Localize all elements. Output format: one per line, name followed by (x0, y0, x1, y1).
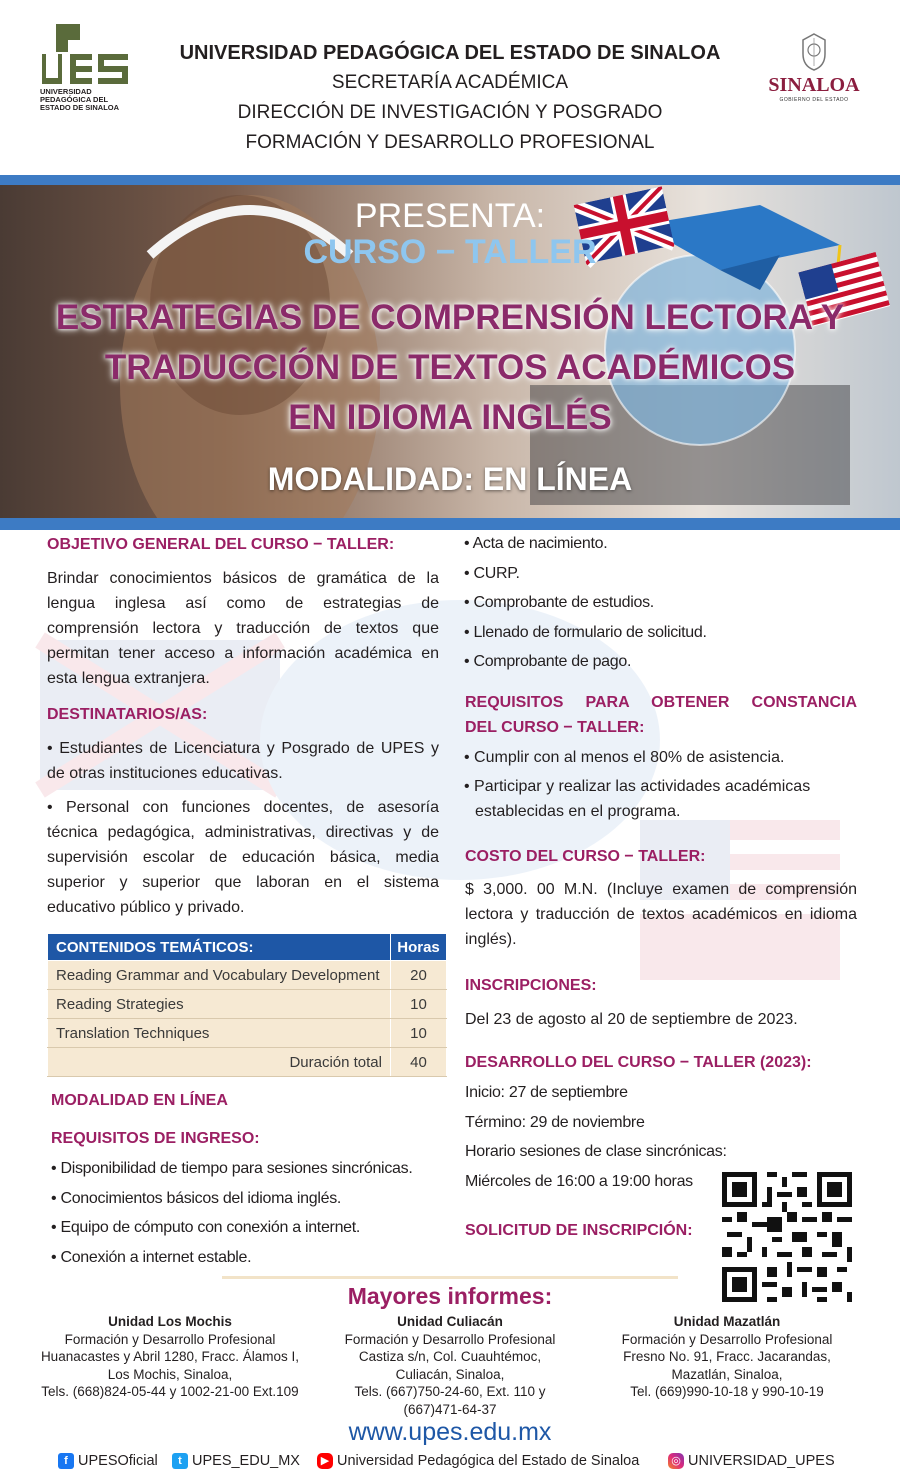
list-item: • Comprobante de pago. (464, 653, 632, 670)
youtube-channel: Universidad Pedagógica del Estado de Sinaloa (337, 1453, 640, 1469)
upes-logo-mark (40, 22, 140, 88)
objetivo-text: Brindar conocimientos básicos de gramática de la lengua inglesa así como de estrategias de comprensión lectora y traducción de textos que permitan tener acceso a información académica en esta lengua extranjera. (47, 570, 439, 687)
header-titles (150, 38, 750, 158)
table-row (48, 961, 447, 990)
upes-logo (40, 22, 140, 112)
secretaria: SECRETARÍA ACADÉMICA (331, 72, 569, 93)
upes-logo-text: UNIVERSIDAD PEDAGÓGICA DEL ESTADO DE SINALOA (40, 87, 120, 112)
presenta-label: PRESENTA: (354, 197, 546, 235)
constancia-title-line-1: REQUISITOS PARA OBTENER CONSTANCIA (465, 694, 857, 711)
table-row (48, 1019, 447, 1048)
unidad-line: Tels. (668)824-05-44 y 1002-21-00 Ext.109 (41, 1384, 299, 1399)
desarrollo-horario: Horario sesiones de clase sincrónicas: (465, 1143, 727, 1160)
formacion: FORMACIÓN Y DESARROLLO PROFESIONAL (245, 132, 655, 153)
topic-cell: Reading Strategies (48, 990, 391, 1019)
university-name: UNIVERSIDAD PEDAGÓGICA DEL ESTADO DE SINALOA (179, 42, 721, 64)
website-link[interactable]: www.upes.edu.mx (348, 1418, 552, 1446)
contenidos-table (47, 933, 447, 1077)
constancia-item-1: • Cumplir con al menos el 80% de asistencia. (464, 749, 785, 766)
desarrollo-dia: Miércoles de 16:00 a 19:00 horas (465, 1172, 693, 1190)
total-hours: 40 (391, 1048, 447, 1077)
instagram-handle: UNIVERSIDAD_UPES (688, 1453, 835, 1469)
unidad-name: Unidad Mazatlán (673, 1314, 781, 1329)
twitter-handle: UPES_EDU_MX (192, 1453, 300, 1469)
table-row (48, 990, 447, 1019)
unidad-line: (667)471-64-37 (403, 1401, 497, 1417)
twitter-icon: t (172, 1453, 188, 1469)
list-item: • Llenado de formulario de solicitud. (464, 623, 707, 641)
unidad-culiacan (300, 1313, 600, 1418)
unidad-los-mochis (20, 1313, 320, 1401)
table-total-row (48, 1048, 447, 1077)
solicitud-title: SOLICITUD DE INSCRIPCIÓN: (465, 1222, 693, 1239)
modalidad-banner: MODALIDAD: EN LÍNEA (267, 461, 633, 497)
ingreso-list (51, 1154, 451, 1272)
sinaloa-logo (762, 30, 866, 120)
direccion: DIRECCIÓN DE INVESTIGACIÓN Y POSGRADO (237, 102, 663, 123)
unidad-line: Tel. (669)990-10-18 y 990-10-19 (630, 1384, 824, 1399)
social-twitter[interactable] (172, 1451, 300, 1471)
list-item: • Conocimientos básicos del idioma inglés. (51, 1189, 342, 1207)
unidad-line: Mazatlán, Sinaloa, (671, 1366, 783, 1382)
costo-title: COSTO DEL CURSO − TALLER: (465, 848, 706, 865)
hours-cell: 10 (391, 1019, 447, 1048)
list-item: • Conexión a internet estable. (51, 1248, 252, 1266)
unidad-line: Fresno No. 91, Fracc. Jacarandas, (623, 1349, 831, 1364)
modalidad-linea-title: MODALIDAD EN LÍNEA (51, 1092, 228, 1109)
desarrollo-list (465, 1078, 755, 1196)
unidad-mazatlan (577, 1313, 877, 1401)
youtube-icon: ▶ (317, 1453, 333, 1469)
unidad-line: Formación y Desarrollo Profesional (64, 1331, 276, 1347)
hero-banner (0, 185, 900, 518)
social-facebook[interactable] (58, 1451, 158, 1471)
documentos-list (464, 529, 864, 677)
unidad-line: Formación y Desarrollo Profesional (621, 1331, 833, 1347)
objetivo-title: OBJETIVO GENERAL DEL CURSO − TALLER: (47, 536, 395, 553)
hours-cell: 10 (391, 990, 447, 1019)
hours-header: Horas (391, 934, 447, 961)
sinaloa-sub: GOBIERNO DEL ESTADO (779, 97, 849, 103)
unidad-line: Huanacastes y Abril 1280, Fracc. Álamos I, (40, 1349, 300, 1364)
list-item: • Comprobante de estudios. (464, 594, 654, 611)
destinatarios-item-1: • Estudiantes de Licenciatura y Posgrado de UPES y de otras instituciones educativas. (47, 740, 439, 782)
facebook-icon: f (58, 1453, 74, 1469)
destinatarios-item-2: • Personal con funciones docentes, de asesoría técnica pedagógica, administrativas, directivas y de supervisión escolar de educación básica, media superior y superior que laboran en el sistema educativo público y privado. (47, 799, 439, 916)
unidad-name: Unidad Culiacán (397, 1314, 503, 1329)
footer-divider (222, 1276, 678, 1279)
unidad-line: Culiacán, Sinaloa, (395, 1366, 505, 1382)
top-band (0, 175, 900, 185)
unidad-line: Formación y Desarrollo Profesional (344, 1331, 556, 1347)
unidad-line: Los Mochis, Sinaloa, (107, 1366, 233, 1382)
inscripciones-title: INSCRIPCIONES: (465, 977, 597, 994)
total-label: Duración total (48, 1048, 391, 1077)
constancia-item-2-line-1: • Participar y realizar las actividades académicas (464, 778, 811, 795)
curso-taller-label: CURSO − TALLER (303, 233, 597, 271)
desarrollo-inicio: Inicio: 27 de septiembre (465, 1084, 628, 1101)
unidad-line: Castiza s/n, Col. Cuauhtémoc, (358, 1349, 542, 1364)
contenidos-header-row (48, 934, 447, 961)
unidad-line: Tels. (667)750-24-60, Ext. 110 y (354, 1384, 546, 1399)
contenidos-header: CONTENIDOS TEMÁTICOS: (48, 934, 391, 961)
course-title: ESTRATEGIAS DE COMPRENSIÓN LECTORA Y TRADUCCIÓN DE TEXTOS ACADÉMICOS EN IDIOMA INGLÉS (55, 298, 845, 437)
desarrollo-title: DESARROLLO DEL CURSO − TALLER (2023): (465, 1054, 812, 1071)
constancia-title-line-2: DEL CURSO − TALLER: (465, 719, 645, 736)
sinaloa-name: SINALOA (768, 74, 860, 96)
social-youtube[interactable] (317, 1451, 639, 1471)
mayores-informes-title: Mayores informes: (347, 1283, 553, 1309)
topic-cell: Translation Techniques (48, 1019, 391, 1048)
topic-cell: Reading Grammar and Vocabulary Development (48, 961, 391, 990)
header (0, 0, 900, 175)
facebook-handle: UPESOficial (78, 1453, 158, 1469)
destinatarios-title: DESTINATARIOS/AS: (47, 706, 208, 723)
list-item: • CURP. (464, 564, 520, 582)
sinaloa-crest-icon (799, 32, 829, 72)
constancia-item-2-line-2: establecidas en el programa. (475, 803, 681, 820)
ingreso-title: REQUISITOS DE INGRESO: (51, 1130, 260, 1147)
list-item: • Acta de nacimiento. (464, 535, 608, 552)
instagram-icon: ◎ (668, 1453, 684, 1469)
list-item: • Disponibilidad de tiempo para sesiones sincrónicas. (51, 1160, 413, 1177)
hours-cell: 20 (391, 961, 447, 990)
costo-text: $ 3,000. 00 M.N. (Incluye examen de comprensión lectora y traducción de textos académicos en idioma inglés). (465, 881, 857, 948)
social-instagram[interactable] (668, 1451, 835, 1471)
unidad-name: Unidad Los Mochis (108, 1314, 232, 1329)
desarrollo-termino: Término: 29 de noviembre (465, 1113, 645, 1131)
inscripciones-text: Del 23 de agosto al 20 de septiembre de 2023. (465, 1011, 798, 1028)
list-item: • Equipo de cómputo con conexión a internet. (51, 1219, 361, 1236)
